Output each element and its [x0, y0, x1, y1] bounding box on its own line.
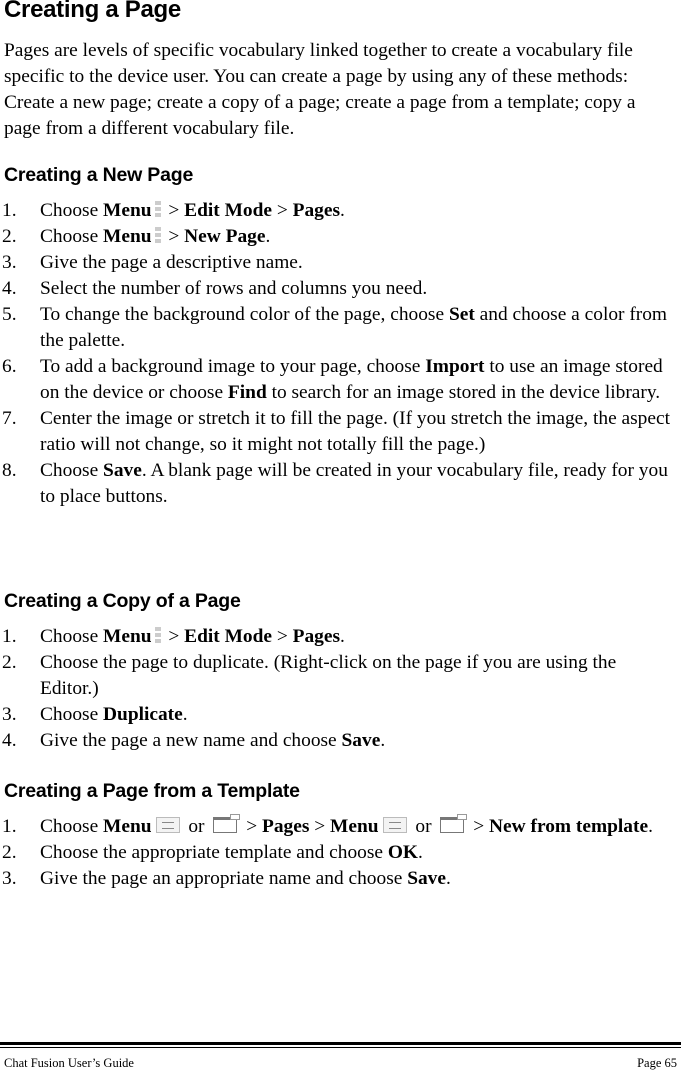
overflow-menu-icon	[155, 199, 161, 219]
overflow-menu-icon	[155, 625, 161, 645]
list-item: 3. Give the page an appropriate name and choose Save.	[2, 868, 451, 889]
list-item: 6. To add a background image to your page, choose Import to use an image stored on the device or choose Find to search for an image stored in the device library.	[2, 356, 663, 403]
window-menu-icon	[440, 817, 464, 833]
copy-page-steps	[0, 624, 676, 754]
list-item: 8. Choose Save. A blank page will be created in your vocabulary file, ready for you to place buttons.	[2, 460, 668, 507]
template-page-steps	[0, 814, 676, 892]
heading-template-page: Creating a Page from a Template	[4, 780, 300, 802]
heading-copy-page: Creating a Copy of a Page	[4, 590, 241, 612]
list-item: 2. Choose Menu > New Page.	[2, 226, 271, 247]
list-item: 3. Choose Duplicate.	[2, 704, 188, 725]
page-footer	[4, 1056, 677, 1071]
list-item: 4. Select the number of rows and columns you need.	[2, 278, 428, 299]
list-item: 1. Choose Menu > Edit Mode > Pages.	[2, 200, 345, 221]
menu-icon	[383, 817, 407, 833]
window-menu-icon	[213, 817, 237, 833]
heading-new-page: Creating a New Page	[4, 164, 194, 186]
list-item: 2. Choose the appropriate template and choose OK.	[2, 842, 423, 863]
list-item: 7. Center the image or stretch it to fill the page. (If you stretch the image, the aspect ratio will not change, so it might not totally fill the page.)	[2, 408, 670, 455]
list-item: 5. To change the background color of the page, choose Set and choose a color from the palette.	[2, 304, 668, 351]
overflow-menu-icon	[155, 225, 161, 245]
footer-rule-thick	[0, 1042, 681, 1045]
footer-rule-thin	[0, 1047, 681, 1048]
list-item: 2. Choose the page to duplicate. (Right-click on the page if you are using the Editor.)	[2, 652, 617, 699]
new-page-steps	[0, 198, 676, 510]
footer-page-number: Page 65	[637, 1056, 677, 1070]
list-item: 1. Choose Menu > Edit Mode > Pages.	[2, 626, 345, 647]
list-item: 4. Give the page a new name and choose Save.	[2, 730, 386, 751]
menu-icon	[156, 817, 180, 833]
footer-guide-title: Chat Fusion User’s Guide	[4, 1056, 134, 1070]
list-item: 1. Choose Menu or > Pages > Menu or > New from template.	[2, 816, 653, 837]
page-title: Creating a Page	[4, 0, 181, 23]
list-item: 3. Give the page a descriptive name.	[2, 252, 303, 273]
intro-paragraph: Pages are levels of specific vocabulary linked together to create a vocabulary file specific to the device user. You can create a page by using any of these methods: Create a new page; create a copy of a page; create a page from a template; copy a page from a different vocabulary file.	[4, 40, 636, 139]
